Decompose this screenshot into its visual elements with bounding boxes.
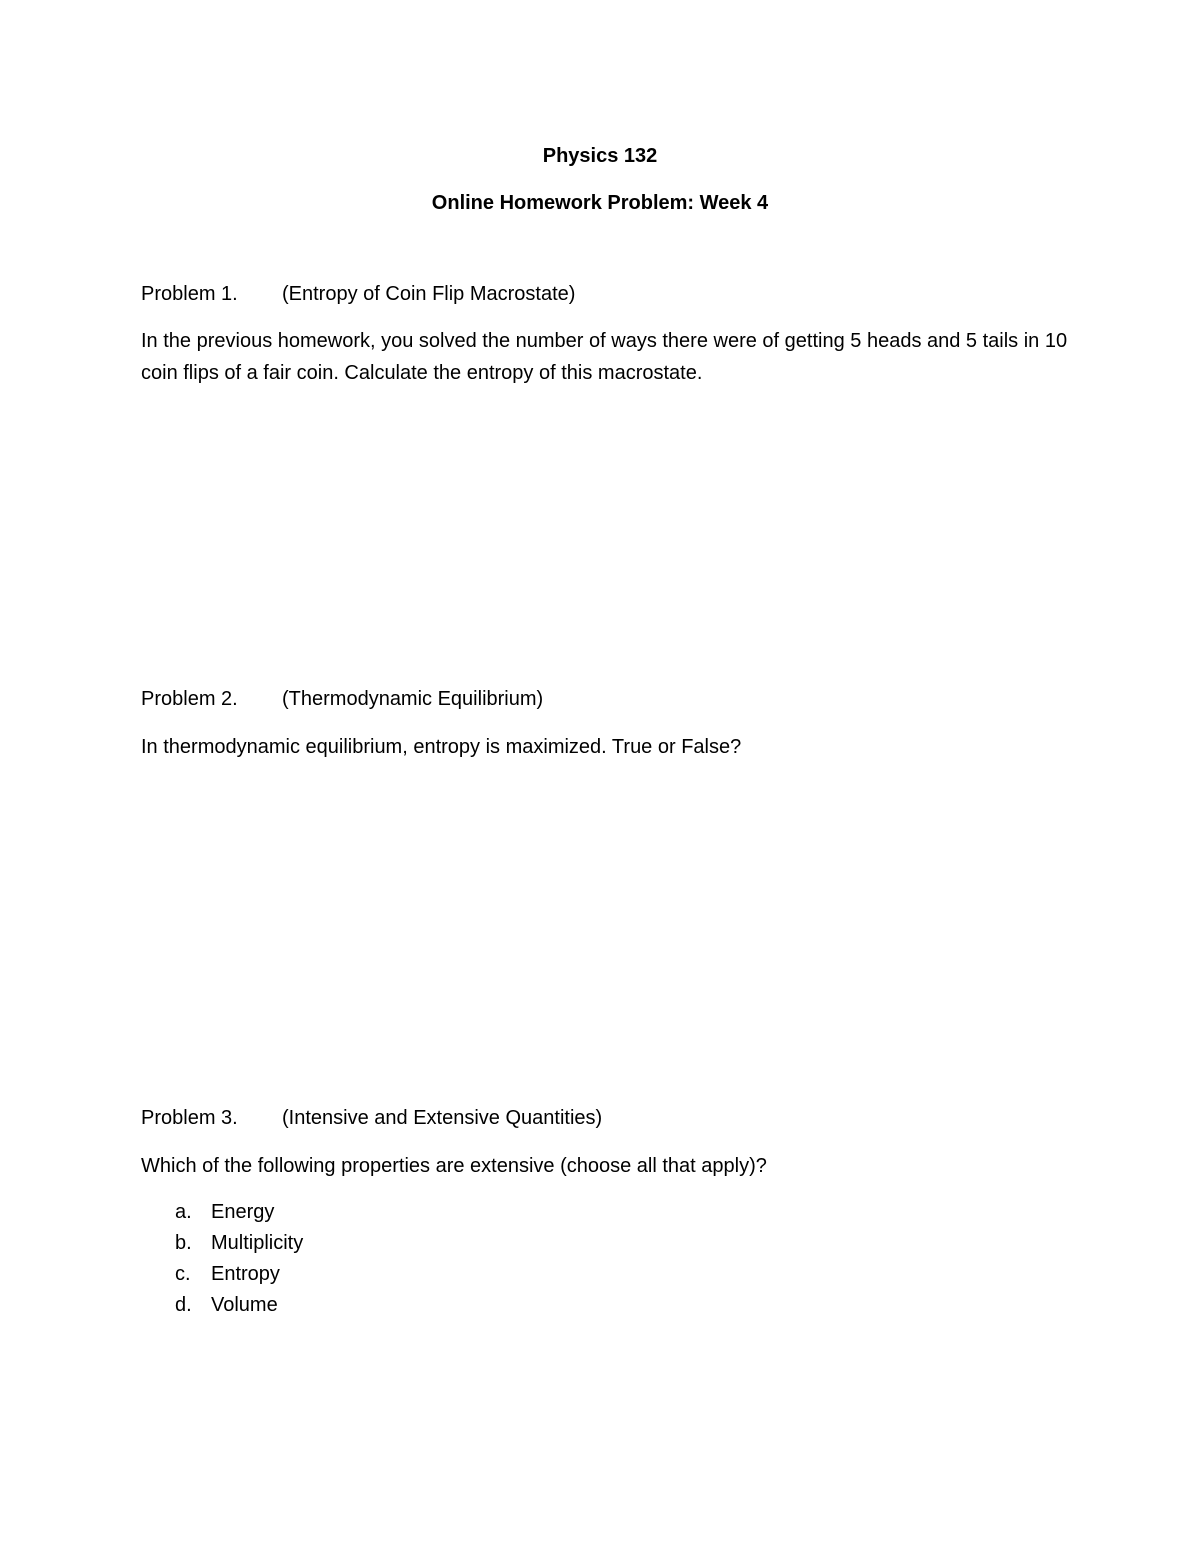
list-item [175,1259,303,1290]
problem-2-topic: (Thermodynamic Equilibrium) [282,688,544,710]
problem-2-heading [141,688,543,711]
option-label: Volume [211,1294,278,1316]
problem-3-heading [141,1107,602,1130]
course-title: Physics 132 [542,145,658,167]
list-item [175,1197,303,1228]
list-item [175,1290,303,1321]
list-item [175,1228,303,1259]
option-letter: d. [175,1294,192,1316]
option-label: Energy [211,1201,275,1223]
problem-1-heading [141,283,575,306]
problem-1-topic: (Entropy of Coin Flip Macrostate) [282,283,576,305]
problem-1-text: In the previous homework, you solved the number of ways there were of getting 5 heads and 5 tails in 10 coin flips of a fair coin. Calculate the entropy of this macrostate. [141,330,1068,384]
option-letter: b. [175,1232,192,1254]
option-letter: c. [175,1263,191,1285]
option-label: Multiplicity [211,1232,304,1254]
problem-3-options [175,1197,303,1321]
option-label: Entropy [211,1263,280,1285]
problem-3-number: Problem 3. [141,1107,238,1129]
problem-1-number: Problem 1. [141,283,238,305]
problem-2-number: Problem 2. [141,688,238,710]
problem-3-text: Which of the following properties are extensive (choose all that apply)? [141,1155,767,1177]
problem-3-topic: (Intensive and Extensive Quantities) [282,1107,603,1129]
problem-2-text: In thermodynamic equilibrium, entropy is maximized. True or False? [141,736,742,758]
option-letter: a. [175,1201,192,1223]
assignment-title: Online Homework Problem: Week 4 [431,192,769,214]
